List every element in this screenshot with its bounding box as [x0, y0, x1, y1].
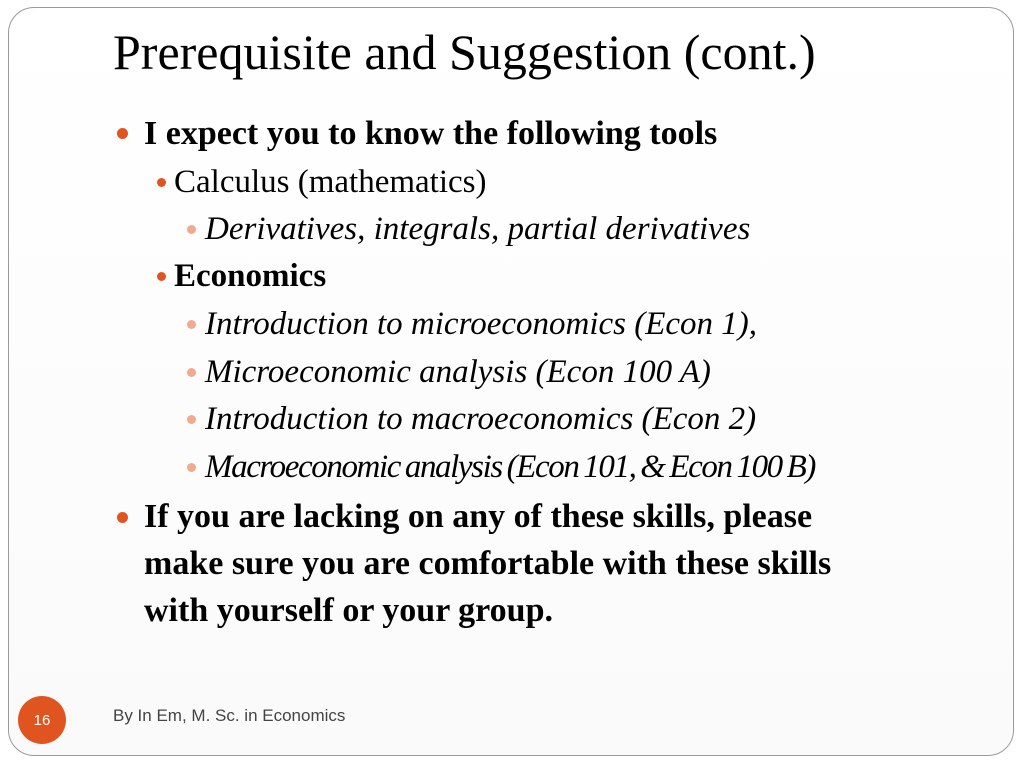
bullet-level3-text: Derivatives, integrals, partial derivatives [205, 211, 751, 247]
bullet-level3-text: Microeconomic analysis (Econ 100 A) [205, 354, 711, 390]
bullet-level3-text: Introduction to microeconomics (Econ 1), [205, 306, 758, 342]
bullet-dot-icon [187, 463, 196, 472]
bullet-level1-text-line: If you are lacking on any of these skills, please [144, 498, 813, 535]
bullet-level3-text: Macroeconomic analysis (Econ 101, & Econ 100 B) [205, 449, 815, 485]
bullet-level2-text: Calculus (mathematics) [174, 164, 487, 200]
bullet-dot-icon [187, 368, 196, 377]
footer-author: By In Em, M. Sc. in Economics [113, 706, 346, 725]
bullet-level3-text: Introduction to macroeconomics (Econ 2) [205, 401, 757, 437]
slide-title: Prerequisite and Suggestion (cont.) [113, 24, 816, 80]
bullet-dot-icon [117, 128, 128, 139]
bullet-dot-icon [117, 512, 128, 523]
slide-number-badge [18, 696, 66, 744]
bullet-dot-icon [157, 178, 166, 187]
bullet-level1-text: I expect you to know the following tools [144, 115, 718, 152]
bullet-level2-text: Economics [174, 258, 327, 294]
bullet-dot-icon [157, 272, 166, 281]
bullet-dot-icon [187, 225, 196, 234]
bullet-level1-text-line: make sure you are comfortable with these skills [144, 545, 832, 582]
bullet-dot-icon [187, 320, 196, 329]
bullet-dot-icon [187, 415, 196, 424]
bullet-level1-text-line: with yourself or your group. [144, 592, 553, 629]
slide-number: 16 [33, 711, 51, 729]
